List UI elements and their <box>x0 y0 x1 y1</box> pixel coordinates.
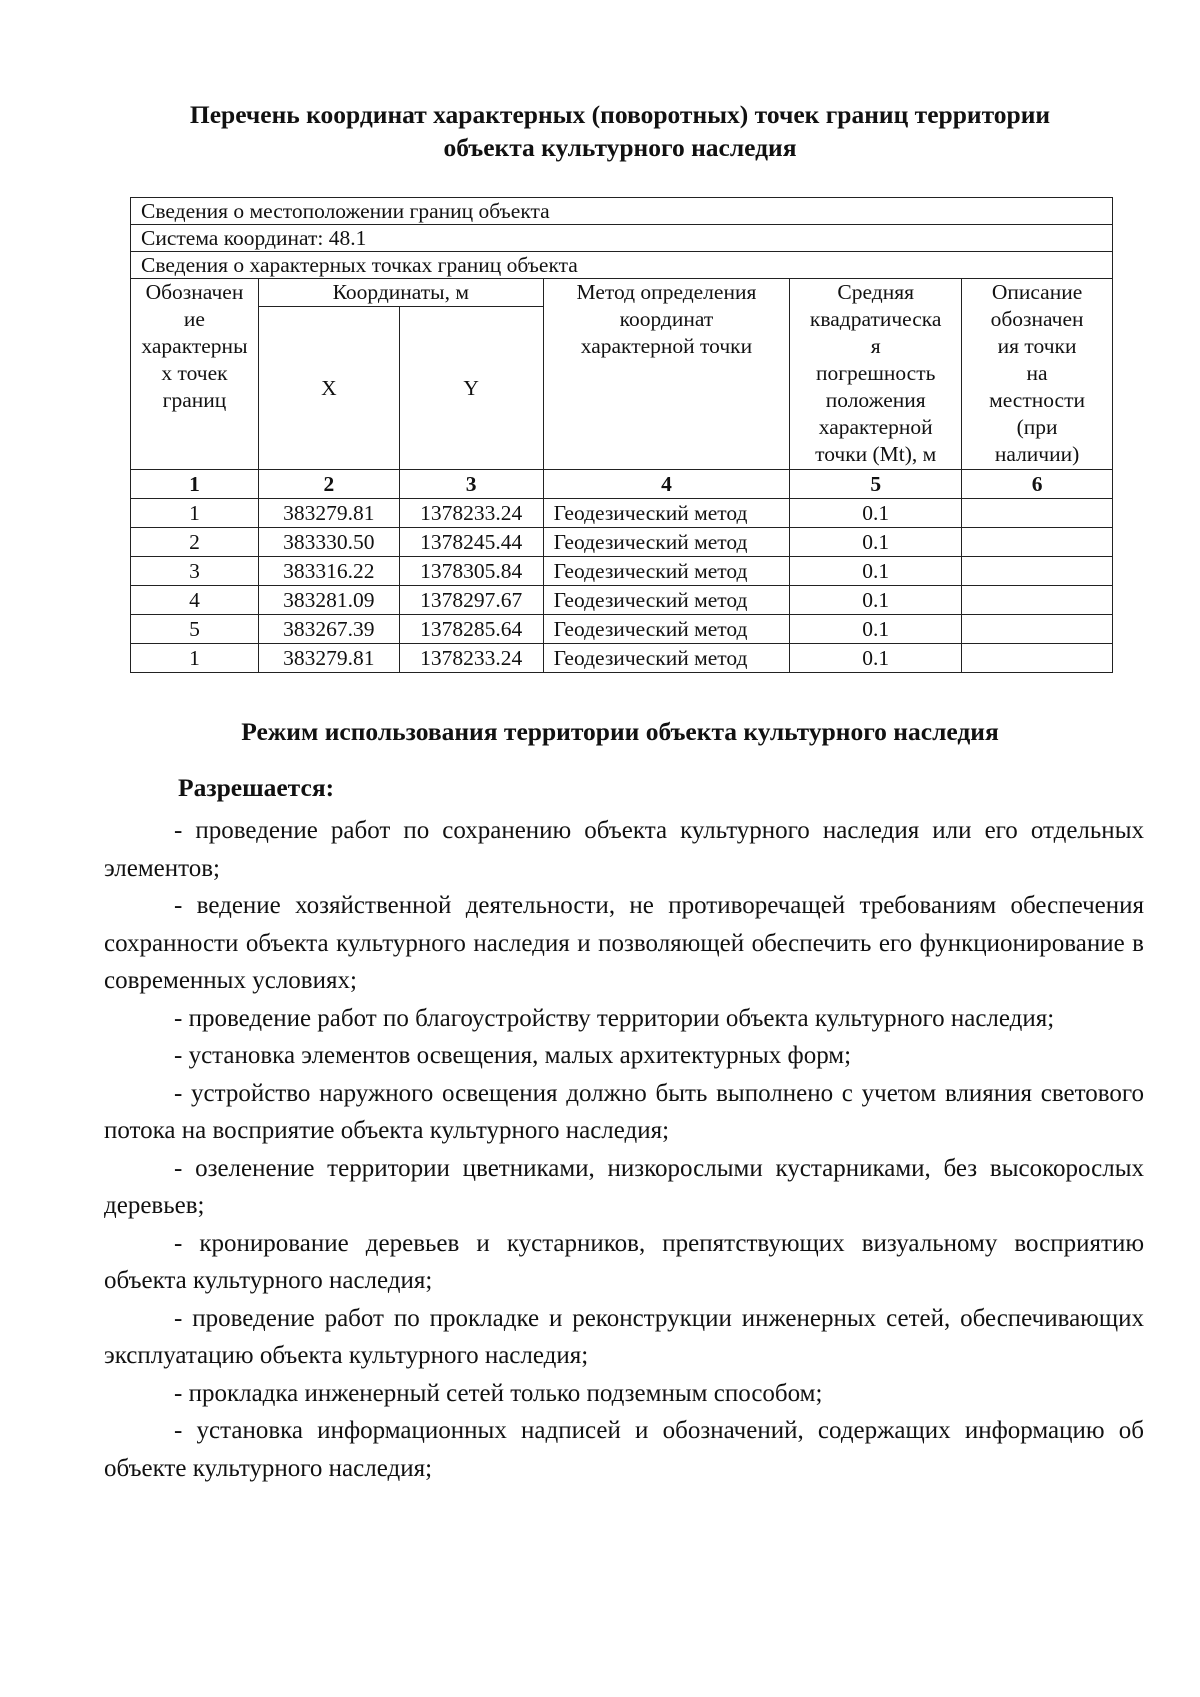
y-coordinate: 1378297.67 <box>399 586 543 615</box>
table-row <box>131 528 1113 557</box>
point-number: 2 <box>131 528 259 557</box>
document-title-line-1: Перечень координат характерных (поворотных) точек границ территории <box>189 100 1051 129</box>
x-coordinate: 383279.81 <box>258 499 399 528</box>
point-number: 1 <box>131 499 259 528</box>
column-number: 3 <box>399 470 543 499</box>
point-number: 3 <box>131 557 259 586</box>
list-item: - озеленение территории цветниками, низкорослыми кустарниками, без высокорослых деревьев; <box>104 1154 1144 1219</box>
method-cell: Геодезический метод <box>543 557 790 586</box>
description-cell <box>962 557 1113 586</box>
header-method <box>543 279 790 470</box>
column-number: 1 <box>131 470 259 499</box>
error-cell: 0.1 <box>790 528 962 557</box>
x-coordinate: 383330.50 <box>258 528 399 557</box>
table-row <box>131 557 1113 586</box>
list-item: - кронирование деревьев и кустарников, препятствующих визуальному восприятию объекта культурного наследия; <box>104 1229 1144 1294</box>
column-number: 5 <box>790 470 962 499</box>
list-item: - устройство наружного освещения должно быть выполнено с учетом влияния светового потока на восприятие объекта культурного наследия; <box>104 1079 1144 1144</box>
table-row <box>131 499 1113 528</box>
method-cell: Геодезический метод <box>543 615 790 644</box>
point-number: 4 <box>131 586 259 615</box>
header-error-line: я <box>870 334 881 358</box>
x-coordinate: 383267.39 <box>258 615 399 644</box>
x-coordinate: 383279.81 <box>258 644 399 673</box>
header-description-line: Описание <box>991 280 1083 304</box>
method-cell: Геодезический метод <box>543 528 790 557</box>
point-number: 5 <box>131 615 259 644</box>
table-row <box>131 615 1113 644</box>
header-y: Y <box>399 307 543 470</box>
header-error-line: Средняя <box>837 280 914 304</box>
header-x: X <box>258 307 399 470</box>
document-title <box>120 98 1120 164</box>
column-number: 4 <box>543 470 790 499</box>
y-coordinate: 1378233.24 <box>399 499 543 528</box>
y-coordinate: 1378285.64 <box>399 615 543 644</box>
error-cell: 0.1 <box>790 586 962 615</box>
header-method-line: координат <box>619 307 714 331</box>
y-coordinate: 1378305.84 <box>399 557 543 586</box>
table-row <box>131 644 1113 673</box>
list-item: - проведение работ по благоустройству территории объекта культурного наследия; <box>174 1004 1055 1032</box>
header-description-line: на <box>1026 361 1048 385</box>
error-cell: 0.1 <box>790 499 962 528</box>
list-item: - проведение работ по сохранению объекта культурного наследия или его отдельных элементов; <box>104 817 1144 882</box>
list-item: - ведение хозяйственной деятельности, не противоречащей требованиям обеспечения сохранности объекта культурного наследия и позволяющей обеспечить его функционирование в современных условиях; <box>104 892 1144 994</box>
header-description-line: местности <box>989 388 1085 412</box>
list-item: - прокладка инженерный сетей только подземным способом; <box>174 1379 823 1407</box>
column-number: 2 <box>258 470 399 499</box>
description-cell <box>962 615 1113 644</box>
y-coordinate: 1378245.44 <box>399 528 543 557</box>
table-row <box>131 586 1113 615</box>
document-title-line-2: объекта культурного наследия <box>443 133 797 162</box>
description-cell <box>962 586 1113 615</box>
header-error-line: точки (Mt), м <box>815 442 937 466</box>
header-designation-line: ие <box>183 307 205 331</box>
list-item: - установка элементов освещения, малых архитектурных форм; <box>174 1042 852 1069</box>
regime-title: Режим использования территории объекта культурного наследия <box>241 717 999 746</box>
header-description-line: обозначен <box>990 307 1084 331</box>
header-designation <box>131 279 259 470</box>
allowed-heading: Разрешается: <box>178 773 335 802</box>
y-coordinate: 1378233.24 <box>399 644 543 673</box>
x-coordinate: 383281.09 <box>258 586 399 615</box>
allowed-list <box>104 812 1144 1487</box>
description-cell <box>962 499 1113 528</box>
header-designation-line: границ <box>162 388 227 412</box>
x-coordinate: 383316.22 <box>258 557 399 586</box>
coordinates-table <box>130 197 1113 673</box>
header-method-line: характерной точки <box>580 334 753 358</box>
point-number: 1 <box>131 644 259 673</box>
header-description-line: ия точки <box>997 334 1077 358</box>
method-cell: Геодезический метод <box>543 586 790 615</box>
header-description-line: (при <box>1016 415 1058 439</box>
list-item: - установка информационных надписей и обозначений, содержащих информацию об объекте культурного наследия; <box>104 1417 1144 1482</box>
header-designation-line: х точек <box>161 361 228 385</box>
header-designation-line: Обозначен <box>145 280 244 304</box>
location-info-row: Сведения о местоположении границ объекта <box>131 198 1113 225</box>
description-cell <box>962 528 1113 557</box>
header-error <box>790 279 962 470</box>
header-description-line: наличии) <box>994 442 1080 466</box>
points-info-row: Сведения о характерных точках границ объекта <box>131 252 1113 279</box>
coordinate-system-row: Система координат: 48.1 <box>131 225 1113 252</box>
description-cell <box>962 644 1113 673</box>
method-cell: Геодезический метод <box>543 644 790 673</box>
header-method-line: Метод определения <box>576 280 757 304</box>
header-designation-line: характерны <box>141 334 248 358</box>
error-cell: 0.1 <box>790 557 962 586</box>
header-description <box>962 279 1113 470</box>
header-coordinates: Координаты, м <box>258 279 543 307</box>
error-cell: 0.1 <box>790 644 962 673</box>
header-error-line: квадратическа <box>809 307 942 331</box>
error-cell: 0.1 <box>790 615 962 644</box>
column-number: 6 <box>962 470 1113 499</box>
method-cell: Геодезический метод <box>543 499 790 528</box>
list-item: - проведение работ по прокладке и реконструкции инженерных сетей, обеспечивающих эксплуатацию объекта культурного наследия; <box>104 1304 1144 1369</box>
column-number-row <box>131 470 1113 499</box>
header-error-line: характерной <box>818 415 933 439</box>
header-error-line: погрешность <box>815 361 936 385</box>
header-error-line: положения <box>825 388 926 412</box>
